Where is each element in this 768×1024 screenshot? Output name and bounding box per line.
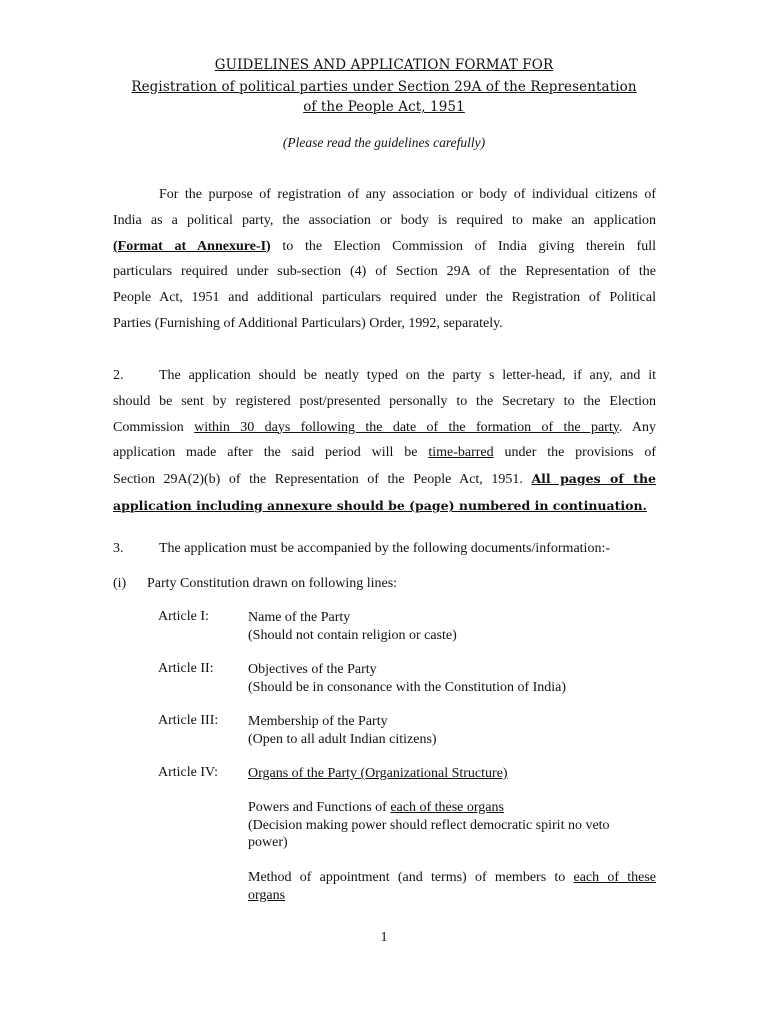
para1-line-4: particulars required under sub-section (4) of Section 29A of the Representation of the [113,264,656,280]
para1-line-5: People Act, 1951 and additional particulars required under the Registration of Political [113,290,656,306]
para2-line-2: should be sent by registered post/presented personally to the Secretary to the Election [113,393,656,409]
guideline-note: (Please read the guidelines carefully) [282,135,486,150]
page-numbering-note: All pages of the [531,471,656,487]
annexure-reference: (Format at Annexure-I) [113,238,271,254]
paragraph-1 [113,182,656,337]
para3-text: The application must be accompanied by the following documents/information:- [159,541,610,556]
title-line-2: Registration of political parties under Section 29A of the Representation [131,79,637,95]
para2-line-3: Commission within 30 days following the date of the formation of the party. Any [113,419,656,435]
time-barred-text: time-barred [428,445,494,461]
page-number: 1 [380,930,388,945]
method-of-appointment: Method of appointment (and terms) of members to each of these organs [248,870,656,903]
item-i-text: Party Constitution drawn on following lines: [147,576,398,591]
para2-number: 2. [113,368,124,383]
para2-line-5: Section 29A(2)(b) of the Representation of the People Act, 1951. All pages of the [113,471,656,488]
powers-functions: Powers and Functions of each of these organs (Decision making power should reflect democratic spirit no veto power) [248,800,610,850]
paragraph-2 [113,363,656,520]
para1-line-3: (Format at Annexure-I) to the Election Commission of India giving therein full [113,238,656,254]
para1-line-1: For the purpose of registration of any association or body of individual citizens of [159,187,656,202]
article-1-label: Article I: [158,609,209,624]
article-2-text: Objectives of the Party (Should be in consonance with the Constitution of India) [248,662,567,695]
article-4-text: Organs of the Party (Organizational Structure) [248,766,508,781]
article-1-text: Name of the Party (Should not contain religion or caste) [248,610,457,643]
article-3-label: Article III: [158,713,219,728]
para1-line-6: Parties (Furnishing of Additional Particulars) Order, 1992, separately. [113,315,503,331]
item-i-number: (i) [113,576,127,591]
title-line-1: GUIDELINES AND APPLICATION FORMAT FOR [214,57,554,73]
deadline-text: within 30 days following the date of the formation of the party [194,419,619,435]
title-line-3: of the People Act, 1951 [303,99,465,115]
article-4-label: Article IV: [158,765,218,780]
para2-line-4: application made after the said period will be time-barred under the provisions of [113,445,657,461]
article-3-text: Membership of the Party (Open to all adult Indian citizens) [248,714,437,747]
para2-line-6: application including annexure should be (page) numbered in continuation. [113,497,647,513]
para3-number: 3. [113,541,124,556]
para2-line-1: The application should be neatly typed on the party s letter-head, if any, and it [159,368,656,383]
para1-line-2: India as a political party, the association or body is required to make an application [113,212,656,228]
article-2-label: Article II: [158,661,214,676]
